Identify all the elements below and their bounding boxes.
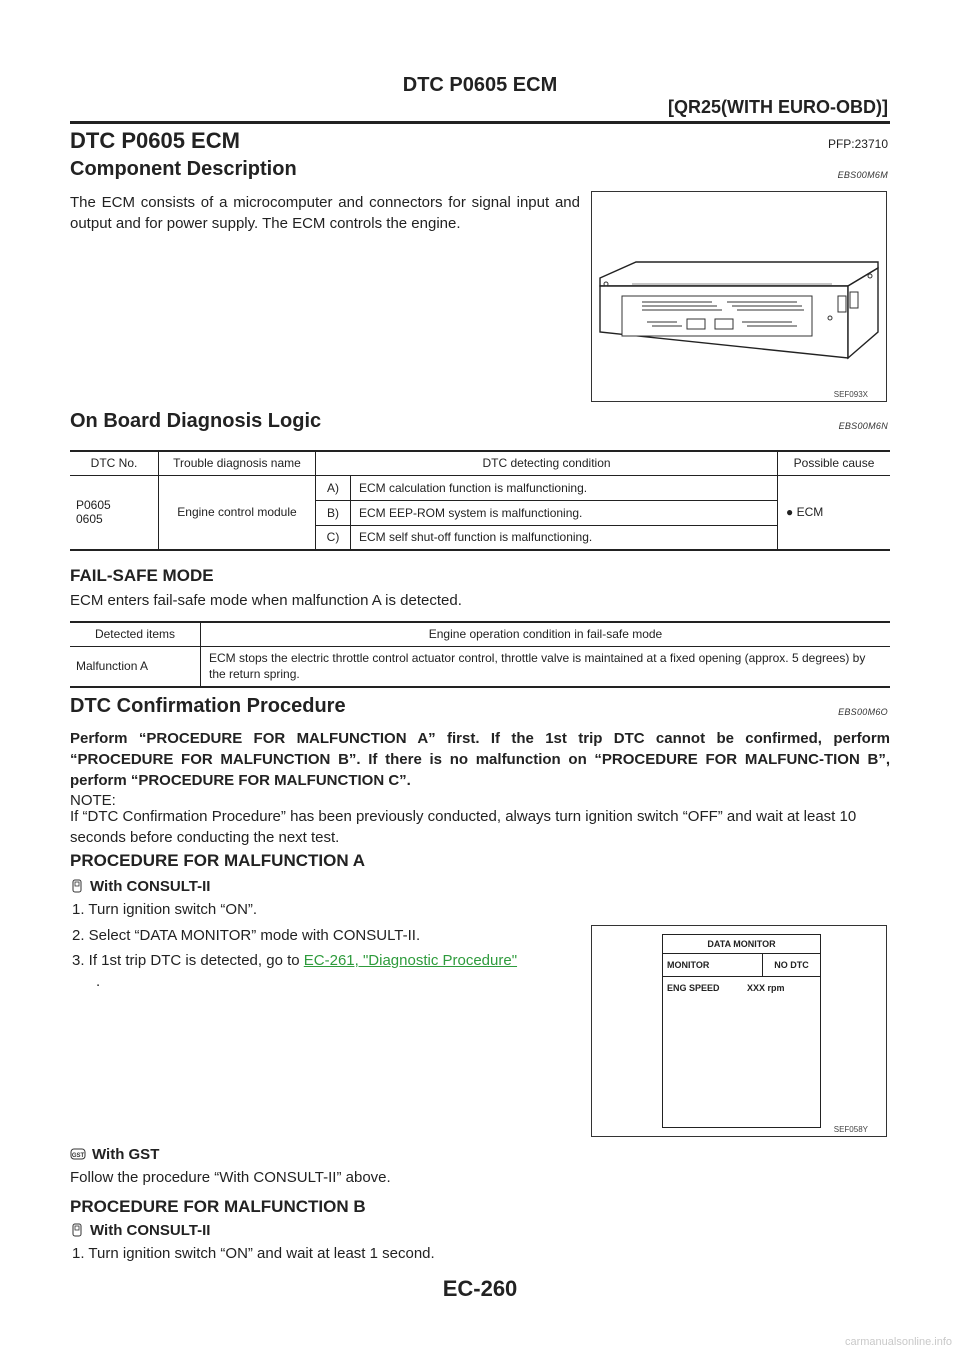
data-monitor-col-monitor: MONITOR (663, 954, 763, 976)
ecm-figure-caption: SEF093X (833, 390, 868, 399)
proc-b-title: PROCEDURE FOR MALFUNCTION B (70, 1197, 366, 1216)
obd-condition-text: ECM EEP-ROM system is malfunctioning. (351, 500, 778, 525)
proc-a-step-3-suffix: . (96, 973, 101, 990)
proc-b-step-1: 1. Turn ignition switch “ON” and wait at least 1 second. (72, 1245, 435, 1262)
pfp-code: PFP:23710 (827, 137, 888, 151)
data-monitor-col-status: NO DTC (774, 960, 809, 970)
diagnostic-procedure-link[interactable]: EC-261, "Diagnostic Procedure" (303, 952, 518, 969)
component-description-ref: EBS00M6M (837, 170, 888, 180)
obd-possible-cause-text: ECM (796, 505, 824, 520)
fail-safe-header-condition: Engine operation condition in fail-safe mode (428, 627, 663, 642)
obd-condition-code: B) (316, 500, 351, 525)
obd-header-trouble-name: Trouble diagnosis name (159, 451, 316, 475)
bullet-icon: ● (786, 505, 794, 520)
page-header-title: DTC P0605 ECM (402, 74, 558, 96)
fail-safe-text: ECM enters fail-safe mode when malfunction A is detected. (70, 592, 462, 609)
obd-header-detecting-condition: DTC detecting condition (316, 451, 778, 475)
component-description-text: The ECM consists of a microcomputer and connectors for signal input and output and for power supply. The ECM controls the engine. (70, 194, 580, 232)
obd-logic-ref: EBS00M6N (838, 421, 888, 431)
header-divider (70, 121, 890, 124)
obd-dtc-no: P0605 0605 (70, 475, 159, 550)
data-monitor-row (663, 977, 820, 993)
obd-header-possible-cause: Possible cause (793, 456, 875, 471)
page-number: EC-260 (442, 1276, 518, 1301)
obd-condition-code: A) (316, 475, 351, 500)
proc-b-consult-label (70, 1220, 210, 1241)
note-label: NOTE: (70, 792, 116, 809)
confirmation-ref: EBS00M6O (838, 707, 888, 717)
data-monitor-item: ENG SPEED (667, 983, 720, 993)
fail-safe-row-text: ECM stops the electric throttle control actuator control, throttle valve is maintained at a fixed opening (approx. 5 degrees) by the return spring. (209, 651, 866, 682)
gst-label (70, 1144, 159, 1165)
proc-a-step-1: 1. Turn ignition switch “ON”. (72, 901, 258, 918)
confirmation-title: DTC Confirmation Procedure (70, 695, 346, 717)
consult-tool-icon (70, 1223, 84, 1237)
section-title: DTC P0605 ECM (70, 128, 240, 153)
data-monitor-caption: SEF058Y (833, 1125, 868, 1134)
fail-safe-header-items: Detected items (70, 622, 201, 646)
fail-safe-title: FAIL-SAFE MODE (70, 566, 214, 585)
obd-condition-text: ECM self shut-off function is malfunctioning. (351, 525, 778, 550)
data-monitor-header-row (663, 954, 820, 977)
data-monitor-figure (591, 925, 887, 1137)
gst-tool-icon (70, 1147, 86, 1161)
component-description-title: Component Description (70, 158, 297, 180)
proc-a-step-2: 2. Select “DATA MONITOR” mode with CONSULT-II. (72, 927, 421, 944)
ecm-unit-illustration (592, 192, 886, 401)
consult-tool-icon (70, 879, 84, 893)
proc-a-title: PROCEDURE FOR MALFUNCTION A (70, 851, 365, 870)
obd-trouble-name: Engine control module (159, 475, 316, 550)
obd-header-dtc-no: DTC No. (70, 451, 159, 475)
proc-a-consult-label (70, 876, 210, 897)
gst-text: Follow the procedure “With CONSULT-II” above. (70, 1169, 391, 1186)
data-monitor-value: XXX rpm (747, 983, 785, 993)
fail-safe-row-item: Malfunction A (70, 646, 201, 687)
watermark: carmanualsonline.info (844, 1336, 952, 1348)
page-header-subtitle: [QR25(WITH EURO-OBD)] (668, 97, 888, 117)
obd-condition-code: C) (316, 525, 351, 550)
data-monitor-title: DATA MONITOR (663, 935, 820, 954)
svg-text:GST: GST (71, 1153, 85, 1159)
confirmation-instruction: Perform “PROCEDURE FOR MALFUNCTION A” first. If the 1st trip DTC cannot be confirmed, perform “PROCEDURE FOR MALFUNCTION B”. If there is no malfunction on “PROCEDURE FOR MALFUNC-TION B”, perform “PROCEDURE FOR MALFUNCTION C”. (70, 730, 890, 789)
proc-a-step-3-prefix: 3. If 1st trip DTC is detected, go to (72, 952, 304, 969)
proc-a-step-3 (72, 950, 582, 992)
data-monitor-screen (662, 934, 821, 1128)
obd-logic-title: On Board Diagnosis Logic (70, 410, 322, 432)
note-text: If “DTC Confirmation Procedure” has been previously conducted, always turn ignition switch “OFF” and wait at least 10 seconds before conducting the next test. (70, 808, 857, 846)
obd-logic-table (70, 450, 890, 551)
ecm-figure (591, 191, 887, 402)
proc-a-consult-text: With CONSULT-II (90, 878, 211, 895)
obd-possible-cause (778, 475, 890, 550)
obd-condition-text: ECM calculation function is malfunctioning. (351, 475, 778, 500)
proc-b-consult-text: With CONSULT-II (90, 1222, 211, 1239)
fail-safe-table (70, 621, 890, 688)
gst-label-text: With GST (92, 1146, 160, 1163)
